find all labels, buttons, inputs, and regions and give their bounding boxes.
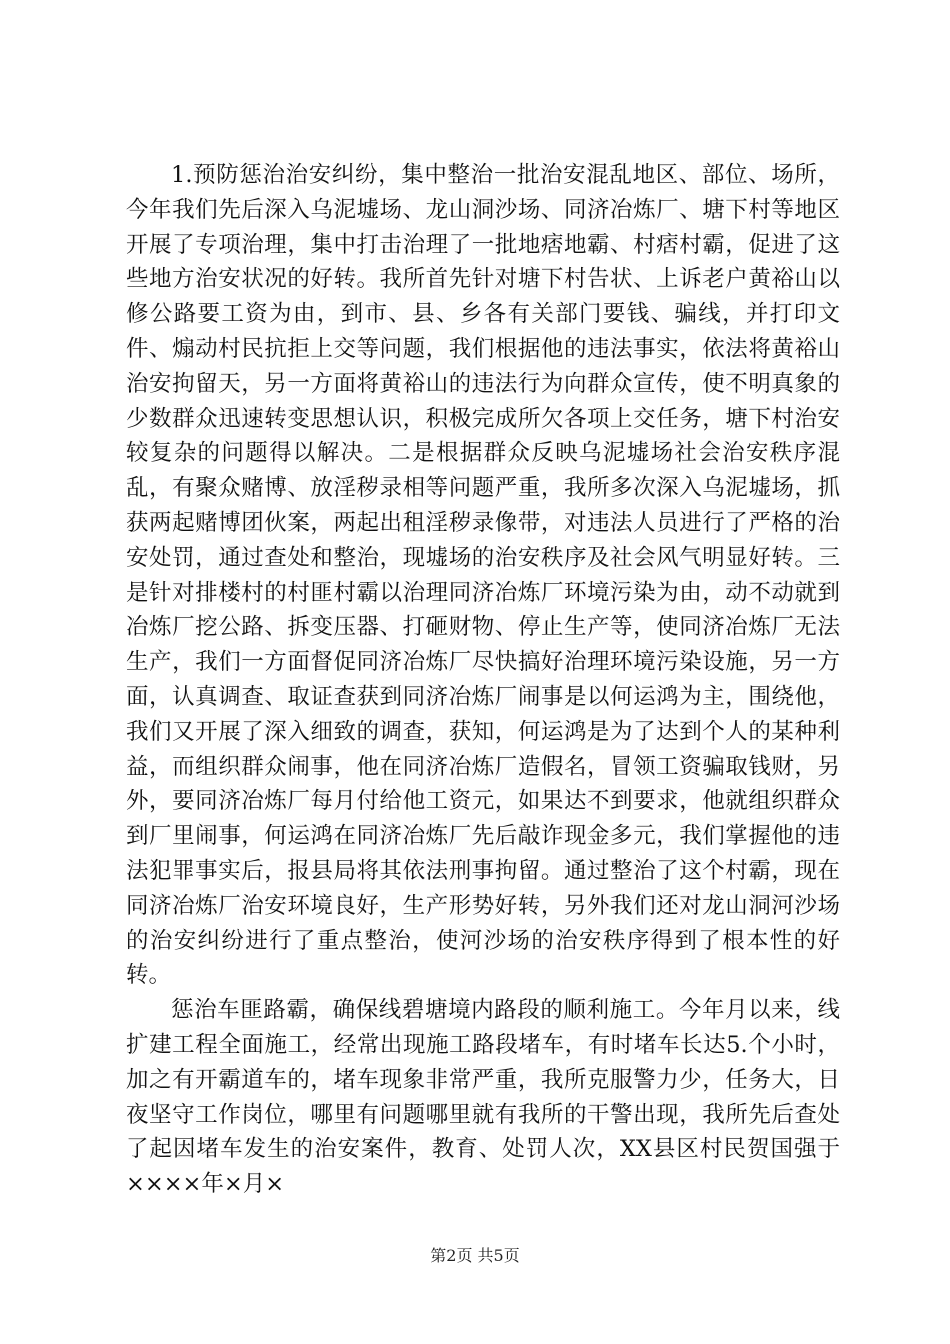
document-body bbox=[126, 158, 840, 1202]
paragraph-1: 1.预防惩治治安纠纷，集中整治一批治安混乱地区、部位、场所，今年我们先后深入乌泥墟场、龙山洞沙场、同济冶炼厂、塘下村等地区开展了专项治理，集中打击治理了一批地痞地霸、村痞村霸，促进了这些地方治安状况的好转。我所首先针对塘下村告状、上诉老户黄裕山以修公路要工资为由，到市、县、乡各有关部门要钱、骗线，并打印文件、煽动村民抗拒上交等问题，我们根据他的违法事实，依法将黄裕山治安拘留天，另一方面将黄裕山的违法行为向群众宣传，使不明真象的少数群众迅速转变思想认识，积极完成所欠各项上交任务，塘下村治安较复杂的问题得以解决。二是根据群众反映乌泥墟场社会治安秩序混乱，有聚众赌博、放淫秽录相等问题严重，我所多次深入乌泥墟场，抓获两起赌博团伙案，两起出租淫秽录像带，对违法人员进行了严格的治安处罚，通过查处和整治，现墟场的治安秩序及社会风气明显好转。三是针对排楼村的村匪村霸以治理同济冶炼厂环境污染为由，动不动就到冶炼厂挖公路、拆变压器、打砸财物、停止生产等，使同济冶炼厂无法生产，我们一方面督促同济冶炼厂尽快搞好治理环境污染设施，另一方面，认真调查、取证查获到同济冶炼厂闹事是以何运鸿为主，围绕他，我们又开展了深入细致的调查，获知，何运鸿是为了达到个人的某种利益，而组织群众闹事，他在同济冶炼厂造假名，冒领工资骗取钱财，另外，要同济冶炼厂每月付给他工资元，如果达不到要求，他就组织群众到厂里闹事，何运鸿在同济冶炼厂先后敲诈现金多元，我们掌握他的违法犯罪事实后，报县局将其依法刑事拘留。通过整治了这个村霸，现在同济冶炼厂治安环境良好，生产形势好转，另外我们还对龙山洞河沙场的治安纠纷进行了重点整治，使河沙场的治安秩序得到了根本性的好转。 bbox=[126, 162, 840, 989]
page-footer bbox=[0, 1243, 950, 1266]
paragraph-2: 惩治车匪路霸，确保线碧塘境内路段的顺利施工。今年月以来，线扩建工程全面施工，经常出现施工路段堵车，有时堵车长达5.个小时，加之有开霸道车的，堵车现象非常严重，我所克服警力少，任务大，日夜坚守工作岗位，哪里有问题哪里就有我所的干警出现，我所先后查处了起因堵车发生的治安案件，教育、处罚人次，XX县区村民贺国强于××××年×月× bbox=[126, 997, 840, 1198]
page-number: 第2页 共5页 bbox=[430, 1246, 520, 1265]
